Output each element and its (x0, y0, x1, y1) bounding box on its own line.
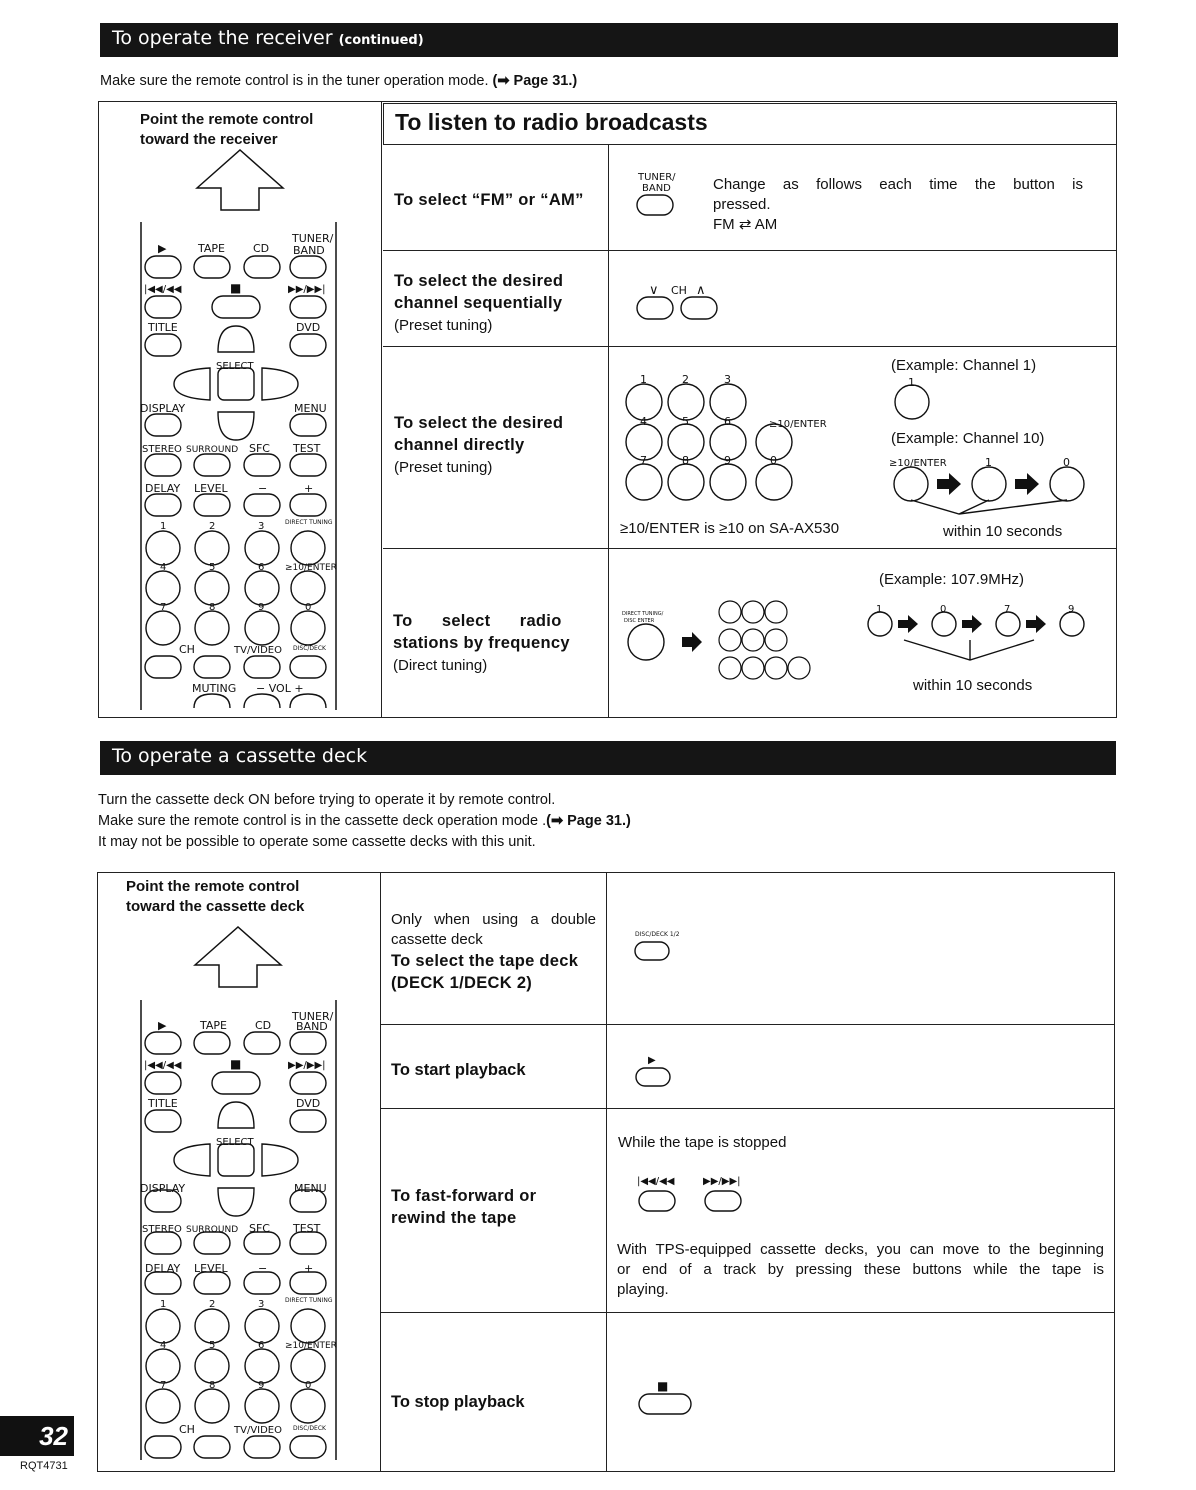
svg-text:|◀◀/◀◀: |◀◀/◀◀ (144, 284, 182, 295)
svg-text:CD: CD (255, 1019, 272, 1032)
page-reference: (➡ Page 31.) (492, 73, 578, 89)
svg-text:DISC/DECK: DISC/DECK (293, 645, 326, 652)
svg-text:TV/VIDEO: TV/VIDEO (234, 1425, 282, 1436)
svg-text:≥10/ENTER: ≥10/ENTER (889, 458, 947, 469)
svg-text:▶: ▶ (158, 1019, 167, 1032)
stop-button (637, 1378, 697, 1418)
svg-text:4: 4 (640, 415, 647, 428)
cassette-intro: Turn the cassette deck ON before trying to operate it by remote control. Make sure the remote control is in the cassette deck operation mode .(➡ Page 31.) It may not be possible to operate some cassette decks with this unit. (98, 792, 631, 850)
svg-text:SURROUND: SURROUND (186, 445, 239, 455)
arrow-up-icon (195, 148, 285, 218)
svg-text:DVD: DVD (296, 321, 321, 334)
direct-tuning-sequence (620, 590, 860, 690)
svg-text:CH: CH (671, 284, 687, 297)
svg-text:1: 1 (640, 373, 647, 386)
svg-text:1: 1 (160, 521, 167, 532)
svg-text:MUTING: MUTING (192, 682, 237, 695)
svg-text:DISC/DECK 1/2: DISC/DECK 1/2 (635, 931, 680, 938)
svg-text:7: 7 (160, 1380, 167, 1391)
svg-text:8: 8 (209, 602, 216, 613)
example-1-button (891, 376, 941, 421)
svg-text:0: 0 (305, 602, 312, 613)
skip-buttons (637, 1172, 767, 1212)
row-fm-am-title: To select “FM” or “AM” (394, 191, 584, 209)
tuner-band-button (634, 170, 684, 220)
tape-stopped-note: While the tape is stopped (618, 1134, 787, 1151)
play-button (634, 1052, 684, 1092)
enter-note: ≥10/ENTER is ≥10 on SA-AX530 (620, 520, 840, 537)
svg-text:▶▶/▶▶|: ▶▶/▶▶| (288, 1060, 326, 1071)
svg-text:1: 1 (908, 376, 915, 389)
svg-text:3: 3 (724, 373, 731, 386)
svg-text:0: 0 (1063, 456, 1070, 469)
row-start-playback: To start playback (391, 1061, 526, 1079)
example-channel-10: (Example: Channel 10) (891, 430, 1045, 447)
svg-text:9: 9 (258, 602, 265, 613)
remote-caption: Point the remote control toward the receiver (140, 111, 314, 148)
svg-text:7: 7 (1004, 604, 1011, 615)
svg-text:TITLE: TITLE (148, 321, 178, 334)
section-title-suffix: (continued) (338, 33, 424, 48)
row-direct-title: To select the desired channel directly (Preset tuning) (394, 414, 564, 476)
svg-text:BAND: BAND (642, 183, 671, 194)
within-10-seconds-1: within 10 seconds (943, 523, 1063, 540)
svg-text:2: 2 (209, 521, 216, 532)
frequency-example-sequence (864, 602, 1094, 662)
svg-text:8: 8 (209, 1380, 216, 1391)
svg-text:BAND: BAND (296, 1020, 328, 1033)
svg-text:|◀◀/◀◀: |◀◀/◀◀ (637, 1176, 675, 1187)
svg-text:SELECT: SELECT (216, 1137, 254, 1148)
section-header-cassette (100, 741, 1116, 775)
svg-text:≥10/ENTER: ≥10/ENTER (769, 419, 827, 430)
svg-text:7: 7 (160, 602, 167, 613)
svg-text:+: + (304, 1262, 314, 1275)
svg-text:▶▶/▶▶|: ▶▶/▶▶| (703, 1176, 741, 1187)
svg-text:3: 3 (258, 521, 265, 532)
svg-text:LEVEL: LEVEL (194, 482, 228, 495)
row-deck-select: Only when using a double cassette deck To select the tape deck (DECK 1/DECK 2) (391, 911, 596, 992)
section-title: To operate a cassette deck (112, 745, 368, 767)
example-frequency: (Example: 107.9MHz) (879, 571, 1025, 588)
svg-text:DVD: DVD (296, 1097, 321, 1110)
svg-text:SFC: SFC (249, 442, 270, 455)
svg-text:CH: CH (179, 1423, 195, 1436)
svg-text:6: 6 (258, 562, 265, 573)
svg-text:4: 4 (160, 562, 167, 573)
remote-label-tape: TAPE (198, 242, 225, 255)
svg-text:MENU: MENU (294, 1182, 327, 1195)
svg-text:MENU: MENU (294, 402, 327, 415)
remote-caption-cassette: Point the remote control toward the cassette deck (126, 878, 305, 915)
svg-text:0: 0 (770, 454, 777, 467)
svg-text:SELECT: SELECT (216, 361, 254, 372)
svg-text:7: 7 (640, 454, 647, 467)
svg-text:2: 2 (209, 1299, 216, 1310)
svg-text:TUNER/: TUNER/ (292, 1010, 334, 1023)
svg-text:+: + (304, 482, 314, 495)
remote-label-band: BAND (293, 244, 325, 257)
remote-label-play: ▶ (158, 242, 167, 255)
channel-buttons (635, 280, 735, 330)
svg-text:6: 6 (258, 1340, 265, 1351)
svg-text:5: 5 (209, 1340, 216, 1351)
svg-text:1: 1 (876, 604, 883, 615)
svg-text:TV/VIDEO: TV/VIDEO (234, 645, 282, 656)
svg-text:9: 9 (1068, 604, 1075, 615)
svg-text:DELAY: DELAY (145, 1262, 181, 1275)
svg-text:9: 9 (724, 454, 731, 467)
svg-text:TUNER/: TUNER/ (638, 172, 676, 183)
svg-text:4: 4 (160, 1340, 167, 1351)
disc-deck-button (633, 928, 683, 968)
svg-text:DISC ENTER: DISC ENTER (624, 618, 655, 624)
svg-text:1: 1 (160, 1299, 167, 1310)
svg-text:≥10/ENTER: ≥10/ENTER (285, 1341, 337, 1351)
svg-text:DIRECT TUNING: DIRECT TUNING (285, 1297, 333, 1304)
table-heading: To listen to radio broadcasts (395, 109, 708, 135)
svg-text:TEST: TEST (293, 1222, 321, 1235)
svg-text:DISPLAY: DISPLAY (140, 402, 186, 415)
svg-text:CH: CH (179, 643, 195, 656)
svg-text:▶: ▶ (648, 1055, 656, 1066)
svg-text:DELAY: DELAY (145, 482, 181, 495)
section-title: To operate the receiver (112, 27, 333, 49)
svg-text:9: 9 (258, 1380, 265, 1391)
svg-text:DISPLAY: DISPLAY (140, 1182, 186, 1195)
remote-label-tuner: TUNER/ (292, 232, 334, 245)
svg-text:|◀◀/◀◀: |◀◀/◀◀ (144, 1060, 182, 1071)
document-code: RQT4731 (20, 1460, 68, 1472)
svg-text:■: ■ (230, 1057, 242, 1071)
svg-text:■: ■ (230, 281, 242, 295)
svg-text:DIRECT TUNING: DIRECT TUNING (285, 519, 333, 526)
svg-text:∧: ∧ (696, 283, 706, 298)
svg-text:−: − (258, 482, 268, 495)
svg-text:6: 6 (724, 415, 731, 428)
svg-text:TITLE: TITLE (148, 1097, 178, 1110)
example-10-sequence (889, 452, 1099, 522)
svg-text:5: 5 (682, 415, 689, 428)
svg-text:DISC/DECK: DISC/DECK (293, 1425, 326, 1432)
page-number: 32 (0, 1416, 74, 1456)
svg-text:1: 1 (985, 456, 992, 469)
svg-text:▶▶/▶▶|: ▶▶/▶▶| (288, 284, 326, 295)
svg-text:SURROUND: SURROUND (186, 1225, 239, 1235)
tps-note: With TPS-equipped cassette decks, you can move to the beginning or end of a track by pressing these buttons while the tape is playing. (617, 1241, 1104, 1298)
section-header-receiver (100, 23, 1118, 57)
row-fast-forward: To fast-forward or rewind the tape (391, 1187, 537, 1227)
remote-illustration-1 (130, 222, 350, 712)
intro-text: Make sure the remote control is in the tuner operation mode. (100, 73, 489, 89)
remote-illustration-2 (130, 1000, 350, 1470)
svg-text:8: 8 (682, 454, 689, 467)
svg-text:∨: ∨ (649, 283, 659, 298)
fm-am-description: Change as follows each time the button is pressed. FM ⇄ AM (713, 176, 1083, 233)
section-intro (100, 71, 577, 92)
svg-text:3: 3 (258, 1299, 265, 1310)
svg-text:LEVEL: LEVEL (194, 1262, 228, 1275)
svg-text:TAPE: TAPE (200, 1019, 227, 1032)
svg-text:2: 2 (682, 373, 689, 386)
example-channel-1: (Example: Channel 1) (891, 357, 1037, 374)
row-frequency-title: To select radio stations by frequency (Direct tuning) (393, 612, 570, 674)
svg-text:DIRECT TUNING/: DIRECT TUNING/ (622, 611, 664, 617)
arrow-up-icon (193, 925, 283, 995)
svg-text:STEREO: STEREO (142, 1224, 182, 1235)
svg-text:SFC: SFC (249, 1222, 270, 1235)
svg-text:TEST: TEST (293, 442, 321, 455)
svg-text:5: 5 (209, 562, 216, 573)
row-stop-playback: To stop playback (391, 1393, 525, 1411)
svg-text:■: ■ (657, 1379, 669, 1393)
svg-text:0: 0 (305, 1380, 312, 1391)
row-sequential-title: To select the desired channel sequentially (Preset tuning) (394, 272, 564, 334)
svg-text:STEREO: STEREO (142, 444, 182, 455)
svg-text:≥10/ENTER: ≥10/ENTER (285, 563, 337, 573)
svg-text:−: − (258, 1262, 268, 1275)
svg-text:− VOL +: − VOL + (256, 682, 304, 695)
svg-text:0: 0 (940, 604, 947, 615)
within-10-seconds-2: within 10 seconds (913, 677, 1033, 694)
remote-label-cd: CD (253, 242, 270, 255)
numeric-keypad (624, 370, 844, 500)
